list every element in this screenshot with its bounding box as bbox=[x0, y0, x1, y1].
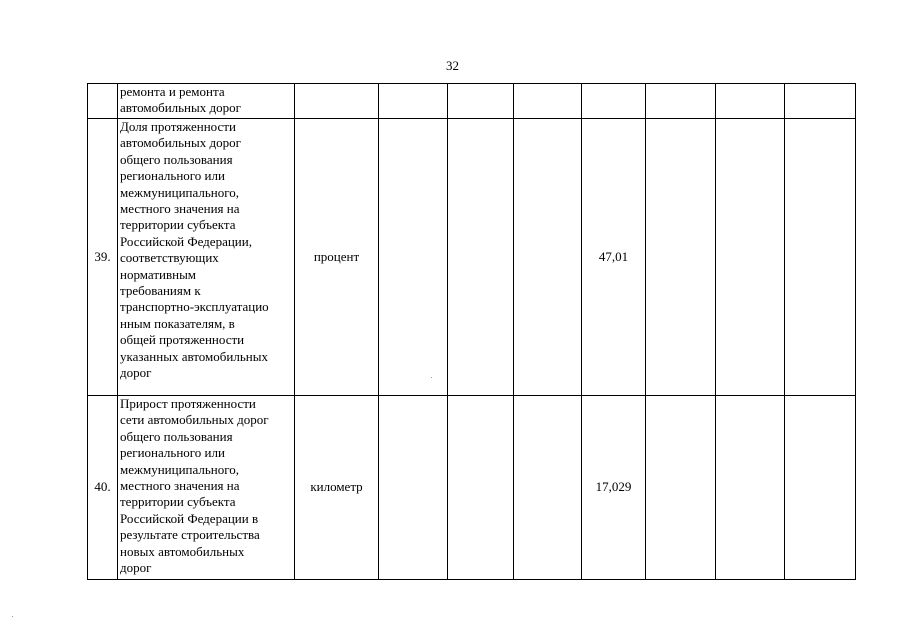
indicator-table bbox=[87, 83, 856, 580]
indicator-description: ремонта и ремонта автомобильных дорог bbox=[118, 84, 295, 119]
value-cell bbox=[785, 396, 856, 580]
row-number: 40. bbox=[88, 396, 118, 580]
value-cell: 17,029 bbox=[582, 396, 646, 580]
value-cell bbox=[448, 84, 514, 119]
value-cell bbox=[582, 84, 646, 119]
value-cell bbox=[646, 84, 716, 119]
value-cell bbox=[646, 396, 716, 580]
value-cell bbox=[716, 396, 785, 580]
value-cell bbox=[379, 84, 448, 119]
value-cell bbox=[379, 396, 448, 580]
value-cell: 47,01 bbox=[582, 119, 646, 396]
row-number bbox=[88, 84, 118, 119]
value-cell bbox=[716, 119, 785, 396]
value-cell bbox=[785, 84, 856, 119]
value-cell bbox=[448, 119, 514, 396]
value-cell bbox=[785, 119, 856, 396]
value-cell bbox=[514, 119, 582, 396]
value-cell bbox=[379, 119, 448, 396]
table-row bbox=[88, 119, 856, 396]
value-cell bbox=[448, 396, 514, 580]
value-cell bbox=[716, 84, 785, 119]
scan-speck bbox=[12, 616, 13, 617]
value-cell bbox=[514, 396, 582, 580]
table-row bbox=[88, 84, 856, 119]
unit-cell: километр bbox=[295, 396, 379, 580]
indicator-description: Прирост протяженности сети автомобильных дорог общего пользования регионального или межмуниципального, местного значения на территории субъекта Российской Федерации в результате строительства новых автомобильных дорог bbox=[118, 396, 295, 580]
table-row bbox=[88, 396, 856, 580]
page-number: 32 bbox=[446, 58, 459, 73]
unit-cell: процент bbox=[295, 119, 379, 396]
indicator-description: Доля протяженности автомобильных дорог общего пользования регионального или межмуниципального, местного значения на территории субъекта Российской Федерации, соответствующих нормативным требованиям к транспортно-эксплуатацио нным показателям, в общей протяженности указанных автомобильных дорог bbox=[118, 119, 295, 396]
value-cell bbox=[514, 84, 582, 119]
value-cell bbox=[646, 119, 716, 396]
row-number: 39. bbox=[88, 119, 118, 396]
unit-cell bbox=[295, 84, 379, 119]
